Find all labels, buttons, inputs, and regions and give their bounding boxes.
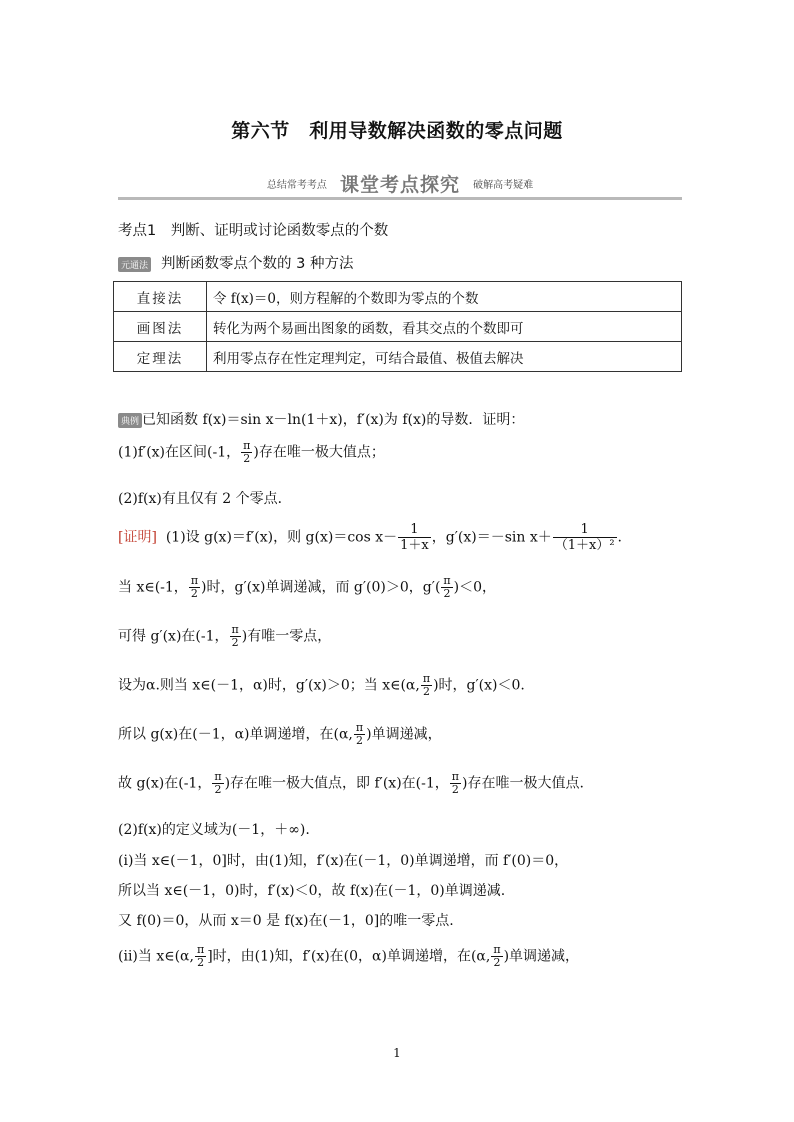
example-stem: 已知函数 f(x)＝sin x－ln(1＋x)，f′(x)为 f(x)的导数．证明：	[142, 412, 525, 428]
proof-line-7: (2)f(x)的定义域为(－1，＋∞).	[118, 822, 310, 838]
question-1-text: (1)f′(x)在区间(-1，	[118, 444, 241, 461]
example-stem-line	[118, 409, 524, 429]
fraction-pi-over-2: $\frac{\pi}{2}$	[493, 943, 501, 969]
page-title: 第六节 利用导数解决函数的零点问题	[231, 120, 563, 142]
fraction-pi-over-2: $\frac{\pi}{2}$	[214, 770, 222, 796]
fraction-pi-over-2: $\frac{\pi}{2}$	[196, 943, 205, 969]
proof-text: 故 g(x)在(-1，	[118, 775, 212, 792]
fraction-pi-over-2: $\frac{\pi}{2}$	[443, 574, 451, 600]
fraction-pi-over-2: $\frac{\pi}{2}$	[355, 721, 364, 747]
proof-text: )时，g′(x)＜0.	[433, 677, 525, 694]
fraction-pi-over-2: $\frac{\pi}{2}$	[231, 623, 239, 649]
proof-line-4	[118, 673, 525, 698]
proof-line-9: 所以当 x∈(－1，0)时，f′(x)＜0，故 f(x)在(－1，0)单调递减.	[118, 883, 506, 899]
question-1-text: )存在唯一极大值点；	[253, 444, 385, 461]
fraction-pi-over-2: $\frac{\pi}{2}$	[451, 770, 460, 796]
section-heading: 考点1 判断、证明或讨论函数零点的个数	[118, 223, 389, 239]
page-number: 1	[393, 1046, 401, 1060]
proof-text: 可得 g′(x)在(-1，	[118, 628, 229, 645]
methods-table	[113, 281, 682, 372]
proof-line-11	[118, 944, 579, 969]
proof-text: 设为α.则当 x∈(－1，α)时，g′(x)＞0；当 x∈(α,	[118, 677, 420, 694]
table-cell-name: 定理法	[114, 342, 207, 372]
proof-text: 所以 g(x)在(－1，α)单调递增，在(α,	[118, 726, 353, 743]
table-cell-desc: 利用零点存在性定理判定，可结合最值、极值去解决	[207, 342, 682, 372]
proof-text: ，g′(x)＝－sin x＋	[431, 529, 552, 546]
proof-text: )存在唯一极大值点.	[462, 775, 584, 792]
fraction-pi-over-2: $\frac{\pi}{2}$	[190, 574, 199, 600]
banner-center-text: 课堂考点探究	[339, 174, 460, 196]
question-1	[118, 440, 385, 465]
section-banner	[118, 170, 682, 200]
proof-text: )有唯一零点，	[241, 628, 332, 645]
question-2: (2)f(x)有且仅有 2 个零点．	[118, 491, 292, 507]
proof-line-1	[118, 522, 622, 553]
fraction-1-over-1-plus-x: $\frac{1}{1+x}$	[400, 522, 429, 553]
proof-line-5	[118, 722, 442, 747]
banner-right-text: 破解高考疑难	[473, 180, 534, 191]
proof-line-8: (ⅰ)当 x∈(－1，0]时，由(1)知，f′(x)在(－1，0)单调递增，而 f′(0)＝0，	[118, 853, 569, 869]
proof-text: 当 x∈(-1，	[118, 579, 188, 596]
proof-line-3	[118, 624, 331, 649]
table-row	[114, 342, 682, 372]
method-heading-line	[118, 252, 353, 273]
banner-divider	[118, 197, 682, 200]
proof-text: ]时，由(1)知，f′(x)在(0，α)单调递增，在(α,	[207, 948, 491, 965]
table-cell-name: 直接法	[114, 282, 207, 312]
fraction-pi-over-2: $\frac{\pi}{2}$	[243, 439, 251, 465]
table-cell-name: 画图法	[114, 312, 207, 342]
proof-text: .	[617, 529, 622, 546]
table-row	[114, 312, 682, 342]
table-cell-desc: 令 f(x)＝0，则方程解的个数即为零点的个数	[207, 282, 682, 312]
table-cell-desc: 转化为两个易画出图象的函数，看其交点的个数即可	[207, 312, 682, 342]
table-row	[114, 282, 682, 312]
proof-text: )存在唯一极大值点，即 f′(x)在(-1，	[224, 775, 449, 792]
example-tag: 典例	[118, 413, 142, 428]
proof-text: )单调递减，	[503, 948, 580, 965]
proof-text: )＜0，	[453, 579, 497, 596]
proof-line-10: 又 f(0)＝0，从而 x＝0 是 f(x)在(－1，0]的唯一零点.	[118, 913, 454, 929]
proof-line-6	[118, 771, 584, 796]
proof-label: [证明]	[118, 529, 157, 546]
fraction-1-over-1-plus-x-squared: $\frac{1}{\text{（1＋x）²}}$	[554, 522, 615, 553]
proof-text: )时，g′(x)单调递减，而 g′(0)＞0，g′(	[201, 579, 441, 596]
method-heading: 判断函数零点个数的 3 种方法	[161, 256, 354, 272]
fraction-pi-over-2: $\frac{\pi}{2}$	[422, 672, 431, 698]
method-tag: 元通法	[118, 257, 151, 272]
proof-text: (ⅱ)当 x∈(α,	[118, 948, 194, 965]
banner-left-text: 总结常考考点	[266, 180, 327, 191]
proof-text: (1)设 g(x)＝f′(x)，则 g(x)＝cos x－	[165, 529, 398, 546]
proof-line-2	[118, 575, 496, 600]
proof-text: )单调递减，	[366, 726, 442, 743]
